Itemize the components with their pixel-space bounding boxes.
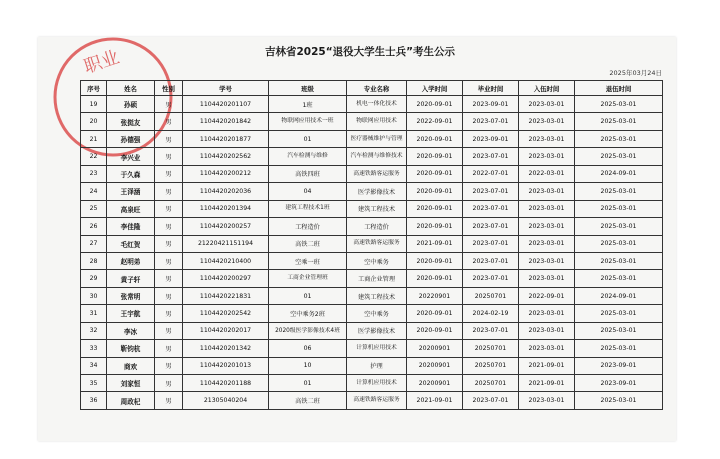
enlist-date-cell: 2023-03-01 [519, 322, 575, 339]
gender-cell: 男 [155, 96, 183, 113]
name-cell: 于久森 [107, 165, 155, 182]
student-id-cell: 21220421151194 [183, 235, 269, 252]
discharge-date-cell: 2024-09-01 [575, 287, 663, 304]
gender-cell: 男 [155, 322, 183, 339]
row-number: 35 [81, 375, 107, 392]
major-cell: 物联网应用技术 [347, 113, 407, 130]
table-row [81, 218, 663, 235]
table-row [81, 392, 663, 410]
enlist-date-cell: 2023-03-01 [519, 392, 575, 410]
student-id-cell: 1104420201107 [183, 96, 269, 113]
discharge-date-cell: 2024-09-01 [575, 165, 663, 182]
gender-cell: 男 [155, 235, 183, 252]
enlist-date-cell: 2023-03-01 [519, 183, 575, 200]
enlist-date-cell: 2023-03-01 [519, 305, 575, 322]
enroll-date-cell: 2020-09-01 [407, 96, 463, 113]
student-id-cell: 1104420200297 [183, 270, 269, 287]
class-cell: 空乘一班 [269, 252, 347, 269]
enlist-date-cell: 2023-03-01 [519, 218, 575, 235]
gender-cell: 男 [155, 270, 183, 287]
discharge-date-cell: 2025-03-01 [575, 130, 663, 147]
enlist-date-cell: 2023-03-01 [519, 270, 575, 287]
discharge-date-cell: 2025-03-01 [575, 96, 663, 113]
gender-cell: 男 [155, 130, 183, 147]
column-header: 入伍时间 [519, 81, 575, 96]
major-cell: 工程造价 [347, 218, 407, 235]
enlist-date-cell: 2022-03-01 [519, 165, 575, 182]
major-cell: 空中乘务 [347, 305, 407, 322]
row-number: 31 [81, 305, 107, 322]
student-id-cell: 1104420200212 [183, 165, 269, 182]
student-id-cell: 21305040204 [183, 392, 269, 410]
column-header: 入学时间 [407, 81, 463, 96]
graduation-date-cell: 2024-02-19 [463, 305, 519, 322]
row-number: 20 [81, 113, 107, 130]
name-cell: 商欢 [107, 357, 155, 374]
discharge-date-cell: 2025-03-01 [575, 392, 663, 410]
enlist-date-cell: 2023-03-01 [519, 235, 575, 252]
major-cell: 空中乘务 [347, 252, 407, 269]
gender-cell: 男 [155, 218, 183, 235]
student-id-cell: 1104420200257 [183, 218, 269, 235]
enroll-date-cell: 2020-09-01 [407, 252, 463, 269]
row-number: 24 [81, 183, 107, 200]
graduation-date-cell: 2023-09-01 [463, 130, 519, 147]
candidate-table [80, 80, 663, 410]
graduation-date-cell: 2023-07-01 [463, 183, 519, 200]
table-row [81, 357, 663, 374]
class-cell: 空中乘务2班 [269, 305, 347, 322]
table-row [81, 235, 663, 252]
name-cell: 黄子轩 [107, 270, 155, 287]
enlist-date-cell: 2023-03-01 [519, 200, 575, 217]
major-cell: 建筑工程技术 [347, 200, 407, 217]
major-cell: 高速铁路客运服务 [347, 165, 407, 182]
enroll-date-cell: 20220901 [407, 287, 463, 304]
enroll-date-cell: 20200901 [407, 340, 463, 357]
table-row [81, 375, 663, 392]
table-row [81, 252, 663, 269]
row-number: 28 [81, 252, 107, 269]
enroll-date-cell: 2020-09-01 [407, 218, 463, 235]
row-number: 32 [81, 322, 107, 339]
graduation-date-cell: 2023-07-01 [463, 322, 519, 339]
discharge-date-cell: 2025-03-01 [575, 200, 663, 217]
enroll-date-cell: 2020-09-01 [407, 322, 463, 339]
enroll-date-cell: 2020-09-01 [407, 200, 463, 217]
enlist-date-cell: 2022-09-01 [519, 287, 575, 304]
gender-cell: 男 [155, 305, 183, 322]
table-row [81, 270, 663, 287]
name-cell: 赵明弟 [107, 252, 155, 269]
class-cell: 2020级医学影像技术4班 [269, 322, 347, 339]
enroll-date-cell: 2020-09-01 [407, 165, 463, 182]
discharge-date-cell: 2023-09-01 [575, 375, 663, 392]
enroll-date-cell: 20200901 [407, 357, 463, 374]
discharge-date-cell: 2025-03-01 [575, 252, 663, 269]
graduation-date-cell: 2023-07-01 [463, 235, 519, 252]
enroll-date-cell: 2022-09-01 [407, 113, 463, 130]
column-header: 专业名称 [347, 81, 407, 96]
enroll-date-cell: 2020-09-01 [407, 270, 463, 287]
major-cell: 汽车检测与维修技术 [347, 148, 407, 165]
name-cell: 高泉旺 [107, 200, 155, 217]
row-number: 33 [81, 340, 107, 357]
gender-cell: 男 [155, 113, 183, 130]
enlist-date-cell: 2023-03-01 [519, 113, 575, 130]
enlist-date-cell: 2023-03-01 [519, 130, 575, 147]
table-row [81, 148, 663, 165]
name-cell: 王宇航 [107, 305, 155, 322]
enroll-date-cell: 2020-09-01 [407, 305, 463, 322]
name-cell: 李兴业 [107, 148, 155, 165]
name-cell: 张挺友 [107, 113, 155, 130]
graduation-date-cell: 2023-07-01 [463, 113, 519, 130]
graduation-date-cell: 20250701 [463, 287, 519, 304]
class-cell: 01 [269, 130, 347, 147]
discharge-date-cell: 2025-03-01 [575, 305, 663, 322]
class-cell: 工程造价 [269, 218, 347, 235]
discharge-date-cell: 2025-03-01 [575, 148, 663, 165]
row-number: 34 [81, 357, 107, 374]
discharge-date-cell: 2023-09-01 [575, 357, 663, 374]
column-header: 学号 [183, 81, 269, 96]
graduation-date-cell: 2022-07-01 [463, 165, 519, 182]
graduation-date-cell: 2023-07-01 [463, 392, 519, 410]
graduation-date-cell: 20250701 [463, 357, 519, 374]
major-cell: 建筑工程技术 [347, 287, 407, 304]
gender-cell: 男 [155, 340, 183, 357]
table-row [81, 287, 663, 304]
student-id-cell: 1104420202562 [183, 148, 269, 165]
student-id-cell: 1104420202036 [183, 183, 269, 200]
enroll-date-cell: 2021-09-01 [407, 235, 463, 252]
student-id-cell: 1104420201013 [183, 357, 269, 374]
table-row [81, 96, 663, 113]
major-cell: 高速铁路客运服务 [347, 392, 407, 410]
gender-cell: 男 [155, 357, 183, 374]
enlist-date-cell: 2021-09-01 [519, 375, 575, 392]
student-id-cell: 1104420201842 [183, 113, 269, 130]
table-row [81, 130, 663, 147]
page-title: 吉林省2025“退役大学生士兵”考生公示 [264, 46, 456, 58]
column-header: 班级 [269, 81, 347, 96]
table-row [81, 340, 663, 357]
row-number: 23 [81, 165, 107, 182]
graduation-date-cell: 2023-07-01 [463, 218, 519, 235]
gender-cell: 男 [155, 165, 183, 182]
class-cell: 物联网应用技术一班 [269, 113, 347, 130]
gender-cell: 男 [155, 375, 183, 392]
table-row [81, 165, 663, 182]
row-number: 27 [81, 235, 107, 252]
enlist-date-cell: 2021-09-01 [519, 357, 575, 374]
gender-cell: 男 [155, 183, 183, 200]
enlist-date-cell: 2023-03-01 [519, 148, 575, 165]
table-header-row [81, 81, 663, 96]
gender-cell: 男 [155, 148, 183, 165]
name-cell: 张常明 [107, 287, 155, 304]
name-cell: 毛红贺 [107, 235, 155, 252]
class-cell: 高铁二班 [269, 235, 347, 252]
major-cell: 工商企业管理 [347, 270, 407, 287]
student-id-cell: 1104420210400 [183, 252, 269, 269]
class-cell: 1班 [269, 96, 347, 113]
table-row [81, 113, 663, 130]
gender-cell: 男 [155, 392, 183, 410]
student-id-cell: 1104420201188 [183, 375, 269, 392]
row-number: 19 [81, 96, 107, 113]
name-cell: 孙德强 [107, 130, 155, 147]
discharge-date-cell: 2025-03-01 [575, 183, 663, 200]
class-cell: 01 [269, 287, 347, 304]
row-number: 26 [81, 218, 107, 235]
name-cell: 周政杞 [107, 392, 155, 410]
publish-date: 2025年03月24日 [609, 69, 662, 77]
table-row [81, 183, 663, 200]
major-cell: 医学影像技术 [347, 183, 407, 200]
class-cell: 04 [269, 183, 347, 200]
major-cell: 护理 [347, 357, 407, 374]
graduation-date-cell: 20250701 [463, 340, 519, 357]
class-cell: 10 [269, 357, 347, 374]
table-row [81, 322, 663, 339]
column-header: 序号 [81, 81, 107, 96]
name-cell: 李冰 [107, 322, 155, 339]
major-cell: 医学影像技术 [347, 322, 407, 339]
enroll-date-cell: 2020-09-01 [407, 183, 463, 200]
column-header: 退伍时间 [575, 81, 663, 96]
graduation-date-cell: 2023-07-01 [463, 270, 519, 287]
row-number: 25 [81, 200, 107, 217]
graduation-date-cell: 2023-07-01 [463, 200, 519, 217]
name-cell: 王泽涵 [107, 183, 155, 200]
row-number: 21 [81, 130, 107, 147]
name-cell: 孙硕 [107, 96, 155, 113]
enlist-date-cell: 2023-03-01 [519, 252, 575, 269]
class-cell: 高铁二班 [269, 392, 347, 410]
gender-cell: 男 [155, 287, 183, 304]
enlist-date-cell: 2023-03-01 [519, 340, 575, 357]
student-id-cell: 1104420202017 [183, 322, 269, 339]
row-number: 36 [81, 392, 107, 410]
graduation-date-cell: 2023-07-01 [463, 252, 519, 269]
class-cell: 01 [269, 375, 347, 392]
column-header: 姓名 [107, 81, 155, 96]
student-id-cell: 1104420201342 [183, 340, 269, 357]
enroll-date-cell: 20200901 [407, 375, 463, 392]
table-row [81, 200, 663, 217]
discharge-date-cell: 2025-03-01 [575, 270, 663, 287]
class-cell: 汽车检测与维修 [269, 148, 347, 165]
student-id-cell: 1104420202542 [183, 305, 269, 322]
enlist-date-cell: 2023-03-01 [519, 96, 575, 113]
class-cell: 建筑工程技术1班 [269, 200, 347, 217]
major-cell: 医疗器械维护与管理 [347, 130, 407, 147]
class-cell: 高铁四班 [269, 165, 347, 182]
row-number: 30 [81, 287, 107, 304]
name-cell: 李佳隆 [107, 218, 155, 235]
major-cell: 高速铁路客运服务 [347, 235, 407, 252]
row-number: 29 [81, 270, 107, 287]
gender-cell: 男 [155, 252, 183, 269]
class-cell: 06 [269, 340, 347, 357]
major-cell: 计算机应用技术 [347, 375, 407, 392]
column-header: 毕业时间 [463, 81, 519, 96]
discharge-date-cell: 2025-03-01 [575, 340, 663, 357]
name-cell: 刘家恒 [107, 375, 155, 392]
student-id-cell: 1104420201394 [183, 200, 269, 217]
discharge-date-cell: 2025-03-01 [575, 113, 663, 130]
major-cell: 机电一体化技术 [347, 96, 407, 113]
enroll-date-cell: 2021-09-01 [407, 392, 463, 410]
row-number: 22 [81, 148, 107, 165]
column-header: 性别 [155, 81, 183, 96]
gender-cell: 男 [155, 200, 183, 217]
enroll-date-cell: 2020-09-01 [407, 130, 463, 147]
graduation-date-cell: 20250701 [463, 375, 519, 392]
class-cell: 工商企业管理班 [269, 270, 347, 287]
graduation-date-cell: 2023-07-01 [463, 148, 519, 165]
seal-text: 职业 [81, 46, 123, 78]
discharge-date-cell: 2025-03-01 [575, 218, 663, 235]
name-cell: 靳钧杭 [107, 340, 155, 357]
discharge-date-cell: 2025-03-01 [575, 235, 663, 252]
graduation-date-cell: 2023-09-01 [463, 96, 519, 113]
student-id-cell: 1104420221831 [183, 287, 269, 304]
student-id-cell: 1104420201877 [183, 130, 269, 147]
discharge-date-cell: 2025-03-01 [575, 322, 663, 339]
major-cell: 计算机应用技术 [347, 340, 407, 357]
table-row [81, 305, 663, 322]
enroll-date-cell: 2020-09-01 [407, 148, 463, 165]
